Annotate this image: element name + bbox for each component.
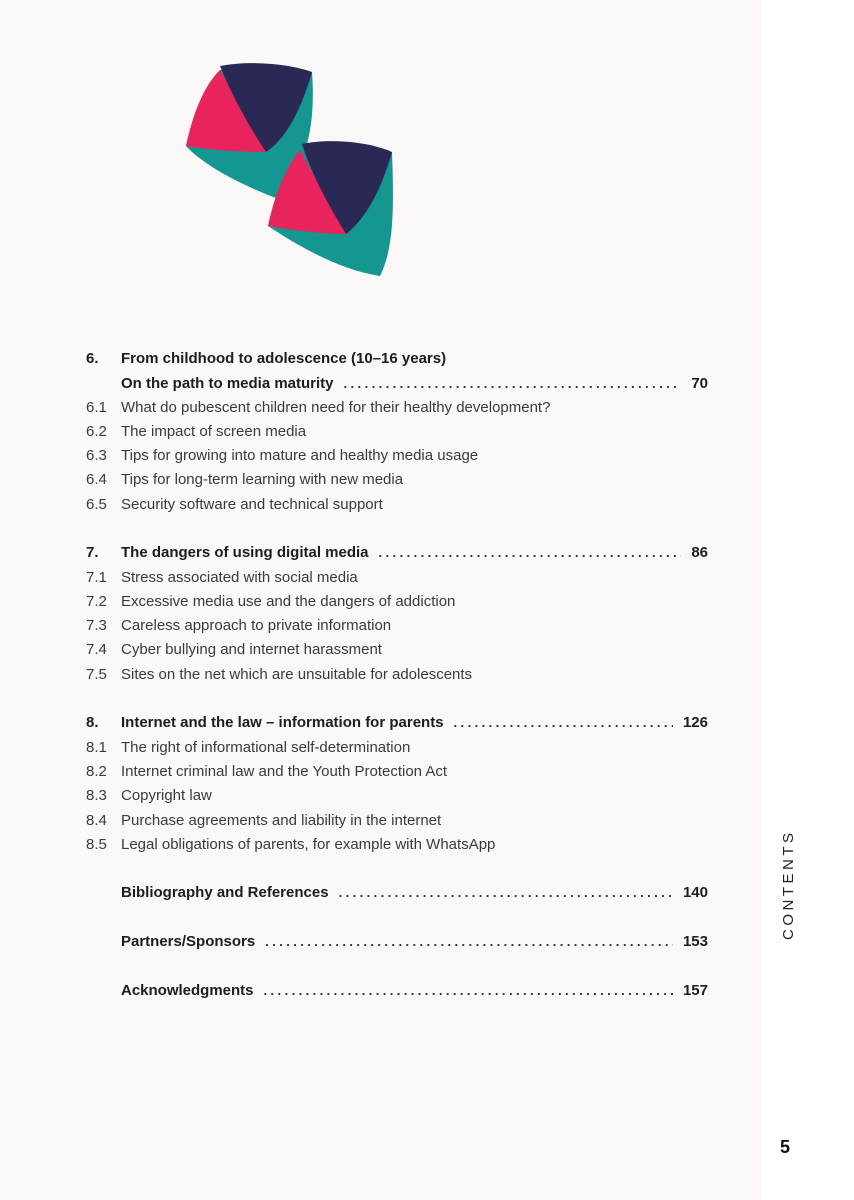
section-subtitle: On the path to media maturity [121, 375, 334, 392]
item-number: 7.4 [86, 641, 107, 658]
entry-title: Partners/Sponsors [121, 933, 256, 950]
acknowledgments-entry[interactable] [86, 979, 708, 1003]
section-number: 8. [86, 714, 99, 731]
toc-item[interactable] [86, 760, 708, 784]
toc-item[interactable] [86, 396, 708, 420]
toc-item[interactable] [86, 590, 708, 614]
entry-title: Bibliography and References [121, 884, 329, 901]
section-number: 6. [86, 350, 99, 367]
toc-item[interactable] [86, 493, 708, 517]
page-ref: 86 [691, 544, 708, 561]
item-text: Copyright law [121, 787, 212, 804]
item-text: Security software and technical support [121, 496, 383, 513]
item-text: Legal obligations of parents, for example with WhatsApp [121, 836, 496, 853]
toc-item[interactable] [86, 663, 708, 687]
page-ref: 157 [682, 982, 708, 999]
item-number: 6.2 [86, 423, 107, 440]
page-ref: 140 [682, 884, 708, 901]
toc-item[interactable] [86, 614, 708, 638]
partners-entry[interactable] [86, 930, 708, 954]
entry-title: Acknowledgments [121, 982, 254, 999]
item-text: Careless approach to private information [121, 617, 392, 634]
item-number: 6.4 [86, 471, 107, 488]
dot-leader [344, 372, 682, 396]
item-text: What do pubescent children need for their healthy development? [121, 399, 551, 416]
item-text: Tips for growing into mature and healthy media usage [121, 447, 479, 464]
item-text: Excessive media use and the dangers of addiction [121, 593, 456, 610]
item-number: 8.4 [86, 812, 107, 829]
dot-leader [264, 979, 673, 1003]
section-6-heading[interactable] [86, 347, 708, 371]
toc-item[interactable] [86, 638, 708, 662]
item-number: 6.5 [86, 496, 107, 513]
item-text: Tips for long-term learning with new media [121, 471, 404, 488]
dot-leader [265, 930, 673, 954]
item-number: 8.1 [86, 739, 107, 756]
page-ref: 126 [682, 714, 708, 731]
item-number: 7.2 [86, 593, 107, 610]
page-number: 5 [780, 1137, 791, 1157]
item-text: Cyber bullying and internet harassment [121, 641, 382, 658]
section-title: The dangers of using digital media [121, 544, 369, 561]
toc-item[interactable] [86, 444, 708, 468]
dot-leader [339, 881, 673, 905]
item-text: Stress associated with social media [121, 569, 358, 586]
toc-item[interactable] [86, 736, 708, 760]
toc-item[interactable] [86, 420, 708, 444]
item-number: 7.1 [86, 569, 107, 586]
item-number: 7.5 [86, 666, 107, 683]
item-number: 8.3 [86, 787, 107, 804]
bibliography-entry[interactable] [86, 881, 708, 905]
item-text: The right of informational self-determination [121, 739, 411, 756]
item-number: 8.5 [86, 836, 107, 853]
section-title: Internet and the law – information for parents [121, 714, 444, 731]
toc-item[interactable] [86, 566, 708, 590]
page-ref: 153 [682, 933, 708, 950]
section-number: 7. [86, 544, 99, 561]
item-text: Purchase agreements and liability in the internet [121, 812, 442, 829]
item-number: 8.2 [86, 763, 107, 780]
dot-leader [454, 711, 673, 735]
section-6-heading-line2[interactable] [86, 372, 708, 396]
page-ref: 70 [691, 375, 708, 392]
section-7-heading[interactable] [86, 541, 708, 565]
item-number: 6.1 [86, 399, 107, 416]
contents-side-label: CONTENTS [780, 829, 797, 940]
item-number: 7.3 [86, 617, 107, 634]
toc-item[interactable] [86, 784, 708, 808]
toc-item[interactable] [86, 833, 708, 857]
item-text: Internet criminal law and the Youth Protection Act [121, 763, 448, 780]
section-8-heading[interactable] [86, 711, 708, 735]
section-title: From childhood to adolescence (10–16 years) [121, 350, 447, 367]
dot-leader [379, 541, 682, 565]
toc-item[interactable] [86, 468, 708, 492]
toc-item[interactable] [86, 809, 708, 833]
item-text: Sites on the net which are unsuitable for adolescents [121, 666, 473, 683]
item-number: 6.3 [86, 447, 107, 464]
item-text: The impact of screen media [121, 423, 307, 440]
